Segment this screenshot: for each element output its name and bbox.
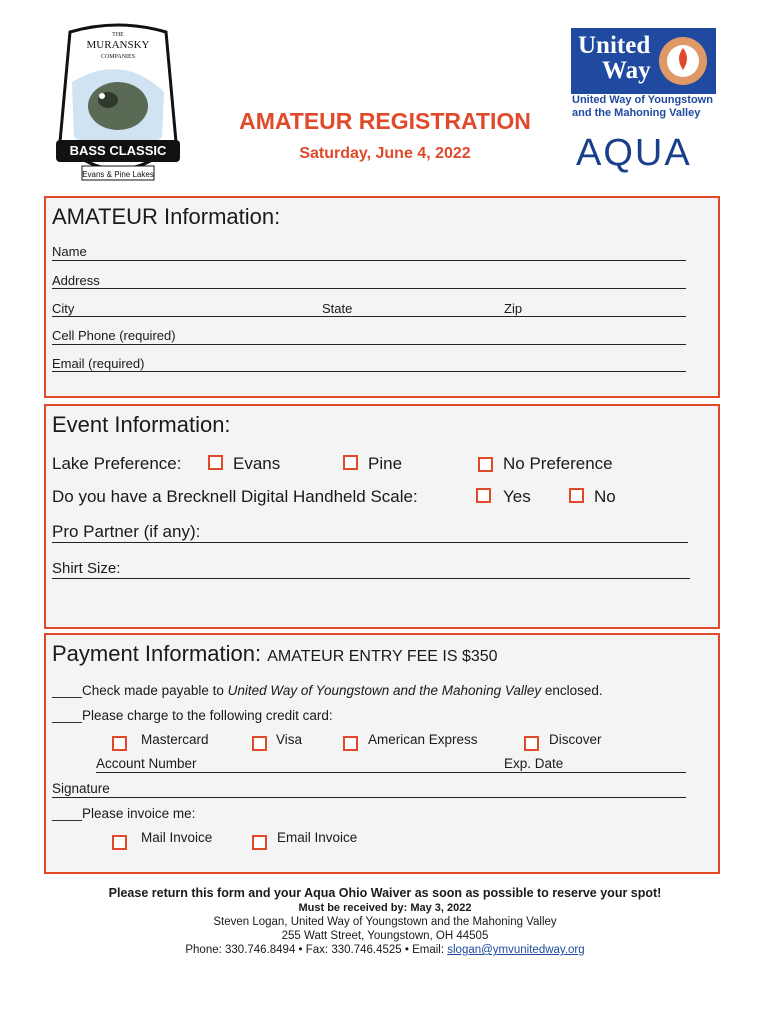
payment-section xyxy=(44,633,720,874)
mastercard-checkbox[interactable] xyxy=(112,736,127,751)
event-section xyxy=(44,404,720,629)
card-label: American Express xyxy=(368,732,478,747)
united-way-wordmark: United Way xyxy=(578,32,651,84)
account-number-field[interactable] xyxy=(96,772,686,773)
email-label: Email (required) xyxy=(52,356,145,371)
invoice-option-label: Email Invoice xyxy=(277,830,358,845)
svg-text:MURANSKY: MURANSKY xyxy=(86,39,150,51)
invoice-option-label: Mail Invoice xyxy=(141,830,213,845)
city-label: City xyxy=(52,301,75,316)
contact-address: 255 Watt Street, Youngstown, OH 44505 xyxy=(281,930,489,942)
payment-heading: Payment Information: AMATEUR ENTRY FEE IS $350 xyxy=(52,641,498,666)
scale-no-checkbox[interactable] xyxy=(569,488,584,503)
scale-yes-checkbox[interactable] xyxy=(476,488,491,503)
pro-partner-label: Pro Partner (if any): xyxy=(52,522,201,541)
account-number-label: Account Number xyxy=(96,756,197,771)
deadline: Must be received by: May 3, 2022 xyxy=(298,902,472,914)
aqua-logo: AQUA xyxy=(576,132,692,174)
contact-phone-email: Phone: 330.746.8494 • Fax: 330.746.4525 • Email: slogan@ymvunitedway.org xyxy=(185,944,585,956)
svg-text:Evans & Pine Lakes: Evans & Pine Lakes xyxy=(82,170,154,179)
entry-fee: AMATEUR ENTRY FEE IS $350 xyxy=(267,648,498,665)
shirt-size-label: Shirt Size: xyxy=(52,560,121,577)
invoice-option[interactable]: ____Please invoice me: xyxy=(52,806,196,821)
zip-label: Zip xyxy=(504,301,523,316)
check-option[interactable]: ____Check made payable to United Way of Youngstown and the Mahoning Valley enclosed. xyxy=(52,683,603,698)
event-date: Saturday, June 4, 2022 xyxy=(299,145,471,162)
signature-field[interactable] xyxy=(52,797,686,798)
shirt-size-field[interactable] xyxy=(52,578,690,579)
cell-phone-field[interactable] xyxy=(52,344,686,345)
name-field[interactable] xyxy=(52,260,686,261)
lake-no-preference-checkbox[interactable] xyxy=(478,457,493,472)
city-state-zip-field[interactable] xyxy=(52,316,686,317)
united-way-caption: United Way of Youngstown and the Mahoning Valley xyxy=(572,94,713,119)
svg-text:THE: THE xyxy=(112,32,124,38)
email-field[interactable] xyxy=(52,371,686,372)
lake-evans-checkbox[interactable] xyxy=(208,455,223,470)
mail-invoice-checkbox[interactable] xyxy=(112,835,127,850)
email-invoice-checkbox[interactable] xyxy=(252,835,267,850)
svg-text:COMPANIES: COMPANIES xyxy=(100,54,136,60)
exp-date-label: Exp. Date xyxy=(504,756,564,771)
amateur-heading: AMATEUR Information: xyxy=(52,204,281,229)
lake-option-label: Pine xyxy=(368,454,403,473)
svg-text:BASS CLASSIC: BASS CLASSIC xyxy=(69,143,167,158)
scale-option-label: No xyxy=(594,487,616,506)
event-heading: Event Information: xyxy=(52,412,231,437)
contact-name: Steven Logan, United Way of Youngstown and the Mahoning Valley xyxy=(213,916,557,928)
page-title: AMATEUR REGISTRATION xyxy=(239,108,531,134)
lake-preference-label: Lake Preference: xyxy=(52,454,182,473)
pro-partner-field[interactable] xyxy=(52,542,688,543)
card-label: Visa xyxy=(276,732,303,747)
american-express-checkbox[interactable] xyxy=(343,736,358,751)
scale-option-label: Yes xyxy=(503,487,531,506)
card-label: Mastercard xyxy=(141,732,209,747)
amateur-section xyxy=(44,196,720,398)
lake-option-label: No Preference xyxy=(503,454,613,473)
email-link[interactable]: slogan@ymvunitedway.org xyxy=(447,944,585,956)
signature-label: Signature xyxy=(52,781,110,796)
lake-option-label: Evans xyxy=(233,454,281,473)
address-label: Address xyxy=(52,273,100,288)
card-label: Discover xyxy=(549,732,602,747)
discover-checkbox[interactable] xyxy=(524,736,539,751)
credit-card-option[interactable]: ____Please charge to the following credit card: xyxy=(52,708,333,723)
address-field[interactable] xyxy=(52,288,686,289)
bass-classic-logo xyxy=(52,22,184,190)
name-label: Name xyxy=(52,244,87,259)
cell-phone-label: Cell Phone (required) xyxy=(52,328,176,343)
return-instructions: Please return this form and your Aqua Ohio Waiver as soon as possible to reserve your spot! xyxy=(108,886,662,900)
state-label: State xyxy=(322,301,353,316)
lake-pine-checkbox[interactable] xyxy=(343,455,358,470)
scale-question-label: Do you have a Brecknell Digital Handheld Scale: xyxy=(52,487,418,506)
visa-checkbox[interactable] xyxy=(252,736,267,751)
